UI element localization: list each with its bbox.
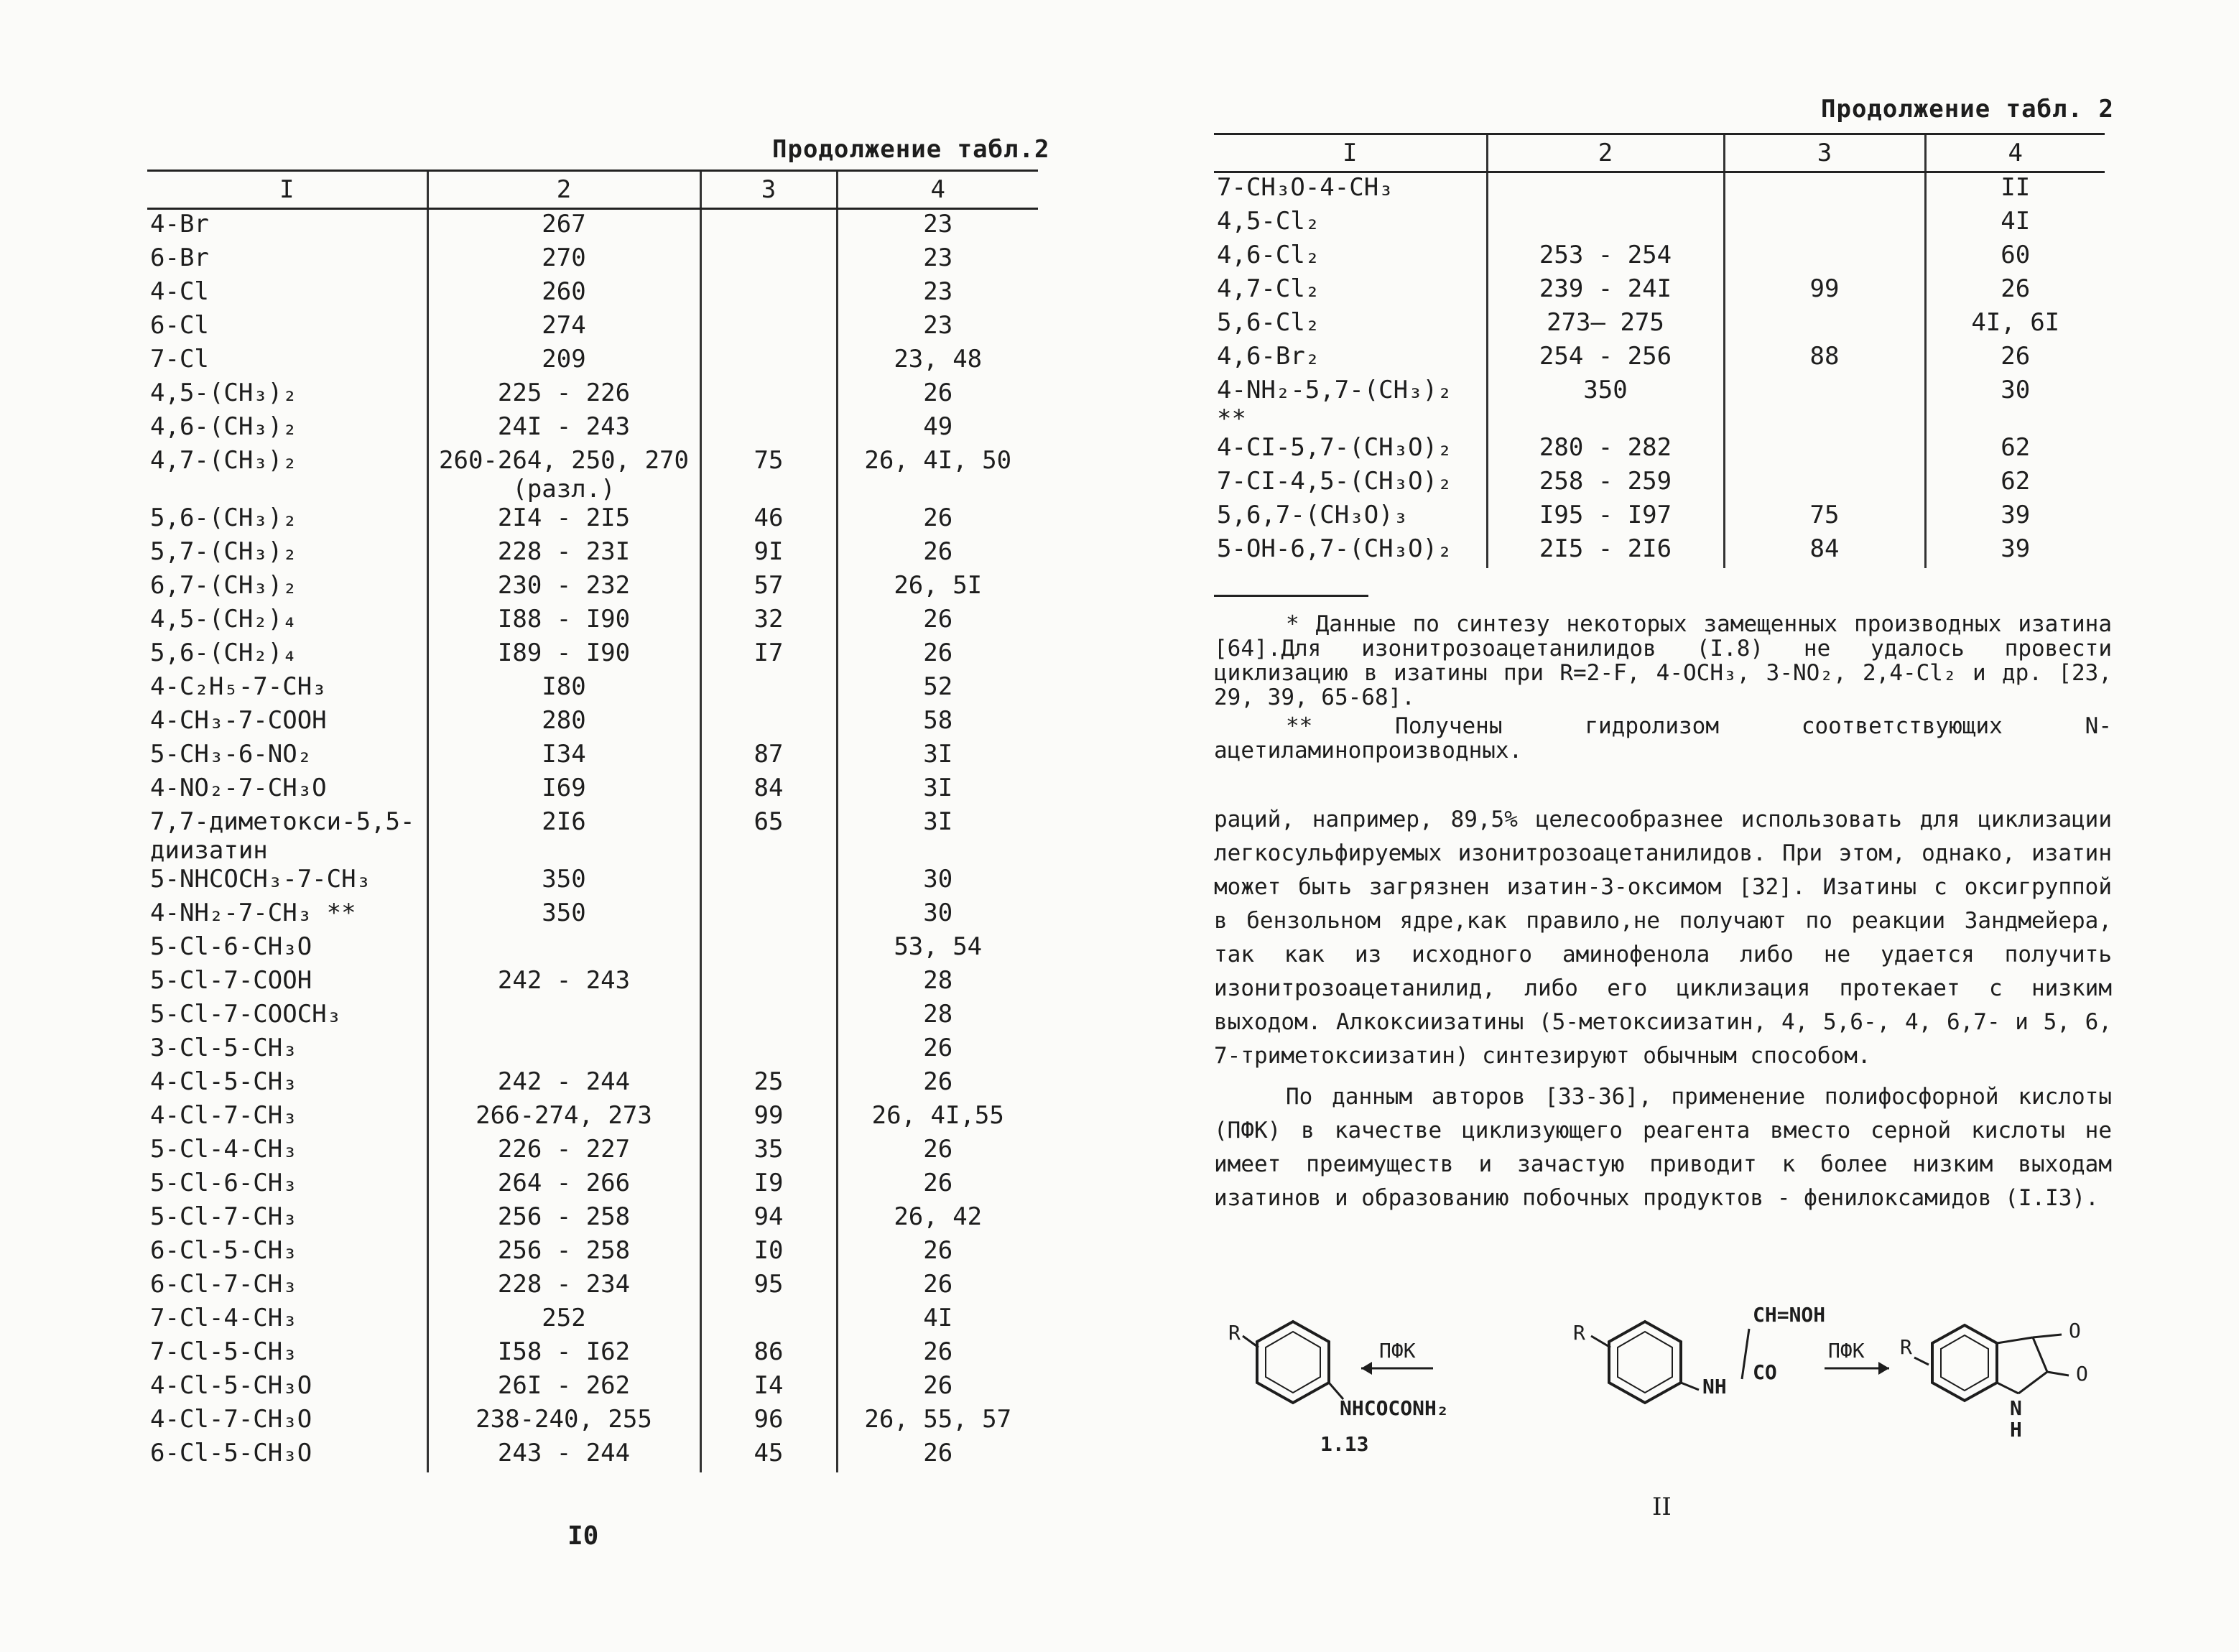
table-cell: 26 [837, 379, 1038, 412]
compound-number: 1.13 [1320, 1432, 1369, 1456]
column-header: 4 [1925, 134, 2105, 172]
table-cell [700, 243, 837, 277]
table-cell: 26 [837, 1371, 1038, 1405]
table-row [147, 571, 1038, 605]
table-cell: 39 [1925, 501, 2105, 534]
table-cell: 87 [700, 740, 837, 774]
table-cell: 7-Cl-5-CH₃ [150, 1337, 297, 1366]
table-cell: 253 - 254 [1487, 241, 1724, 274]
table-row [1214, 172, 2105, 208]
table-cell: 6-Cl-5-CH₃ [150, 1236, 297, 1265]
group-label: NH [1702, 1375, 1727, 1398]
table-cell: 256 - 258 [427, 1236, 700, 1270]
table-cell: 4-Cl-7-CH₃O [150, 1405, 312, 1434]
table-cell: 62 [1925, 433, 2105, 467]
table-cell: 23 [837, 311, 1038, 345]
table-row [147, 966, 1038, 1000]
table-cell: 26 [837, 1236, 1038, 1270]
table-cell [1724, 467, 1925, 501]
table-cell [1724, 207, 1925, 241]
table-cell: 5,6,7-(CH₃O)₃ [1217, 501, 1409, 529]
atom-label: O [2076, 1362, 2088, 1386]
table-cell: 258 - 259 [1487, 467, 1724, 501]
arrow-right-icon [1825, 1362, 1889, 1375]
table-row [147, 1202, 1038, 1236]
table-row [147, 379, 1038, 412]
table-cell: 26 [837, 1067, 1038, 1101]
table-cell [1487, 207, 1724, 241]
table-row [147, 345, 1038, 379]
table-cell: I89 - I90 [427, 639, 700, 672]
table-row [147, 672, 1038, 706]
table-cell: 5-CH₃-6-NO₂ [150, 740, 312, 769]
footnote-1: * Данные по синтезу некоторых замещенных производных изатина [64].Для изонитрозоацетанилидов (I.8) не удалось провести циклизацию в изатины при R=2-F, 4-OCH₃, 3-NO₂, 2,4-Cl₂ и др. [23, 29, 39, 65-68]. [1214, 611, 2112, 710]
table-cell: 24I - 243 [427, 412, 700, 446]
table-cell: 280 - 282 [1487, 433, 1724, 467]
table-cell: 26, 55, 57 [837, 1405, 1038, 1439]
table-cell: 95 [700, 1270, 837, 1304]
atom-label: N [2010, 1396, 2022, 1420]
table-cell: 350 [427, 865, 700, 899]
table-row [147, 1034, 1038, 1067]
table-cell: 26, 5I [837, 571, 1038, 605]
table-row [147, 1270, 1038, 1304]
table-cell: 4-Cl [150, 277, 209, 306]
table-cell [1724, 241, 1925, 274]
paragraph: По данным авторов [33-36], применение полифосфорной кислоты (ПФК) в качестве циклизующего реагента вместо серной кислоты не имеет преимуществ и зачастую приводит к более низким выходам изатинов и образованию побочных продуктов - фенилоксамидов (I.I3). [1214, 1084, 2112, 1211]
table-cell: 4,5-Cl₂ [1217, 207, 1320, 236]
table-row [1214, 376, 2105, 433]
table-cell: 49 [837, 412, 1038, 446]
table-cell: 9I [700, 537, 837, 571]
table-row [1214, 308, 2105, 342]
table-row [147, 1439, 1038, 1472]
table-cell: 4-Br [150, 210, 209, 238]
table-cell: 99 [1724, 274, 1925, 308]
table-row [147, 605, 1038, 639]
table-cell: 28 [837, 1000, 1038, 1034]
table-row [147, 243, 1038, 277]
table-cell [1487, 172, 1724, 208]
table-cell [700, 379, 837, 412]
table-cell: 26 [837, 1270, 1038, 1304]
table-cell [427, 1000, 700, 1034]
table-row [147, 412, 1038, 446]
table-row [147, 1371, 1038, 1405]
table-cell: 7,7-диметокси-5,5-диизатин [150, 807, 415, 865]
table-cell: 26 [837, 1135, 1038, 1169]
table-cell: 239 - 24I [1487, 274, 1724, 308]
table-cell: 4,6-Cl₂ [1217, 241, 1320, 269]
table-row [147, 740, 1038, 774]
table-cell: 273— 275 [1487, 308, 1724, 342]
table-cell: 280 [427, 706, 700, 740]
paragraph: раций, например, 89,5% целесообразнее использовать для циклизации легкосульфируемых изонитрозоацетанилидов. При этом, однако, изатин может быть загрязнен изатин-3-оксимом [32]. Изатины с оксигруппой в бензольном ядре,как правило,не получают по реакции Зандмейера, так как из исходного аминофенола либо не удается получить изонитрозоацетанилид, либо его циклизация протекает с низким выходом. Алкоксиизатины (5-метоксиизатин, 4, 5,6-, 4, 6,7- и 5, 6, 7-триметоксиизатин) синтезируют обычным способом. [1214, 807, 2112, 1069]
table-cell: 350 [1487, 376, 1724, 433]
table-cell: 7-Cl-4-CH₃ [150, 1304, 297, 1332]
table-row [147, 1337, 1038, 1371]
table-cell: 4,6-Br₂ [1217, 342, 1320, 371]
table-cell: 75 [1724, 501, 1925, 534]
table-cell: 53, 54 [837, 932, 1038, 966]
table-cell: 4-CI-5,7-(CH₃O)₂ [1217, 433, 1452, 462]
table-row [147, 277, 1038, 311]
table-row [147, 311, 1038, 345]
page-number: I0 [567, 1521, 599, 1551]
table-cell [700, 865, 837, 899]
table-cell [700, 277, 837, 311]
column-header: 2 [427, 171, 700, 209]
table-row [1214, 501, 2105, 534]
table-row [1214, 433, 2105, 467]
table-cell: 88 [1724, 342, 1925, 376]
table-cell: 4-Cl-5-CH₃O [150, 1371, 312, 1400]
table-cell: 226 - 227 [427, 1135, 700, 1169]
table-continuation-caption: Продолжение табл.2 [772, 135, 1050, 164]
table-cell [1724, 172, 1925, 208]
table-cell [700, 311, 837, 345]
table-row [147, 1135, 1038, 1169]
table-cell: 5-NHCOCH₃-7-CH₃ [150, 865, 371, 894]
table-cell: 3-Cl-5-CH₃ [150, 1034, 297, 1062]
table-cell: 26 [1925, 274, 2105, 308]
table-cell: 5-Cl-7-COOH [150, 966, 312, 995]
table-cell: 5,6-(CH₃)₂ [150, 504, 297, 532]
table-row [147, 706, 1038, 740]
reaction-scheme [1200, 1286, 2133, 1465]
table-row [1214, 207, 2105, 241]
table-cell: 28 [837, 966, 1038, 1000]
table-cell: 6-Cl-7-CH₃ [150, 1270, 297, 1299]
table-cell: 260-264, 250, 270 (разл.) [427, 446, 700, 504]
table-cell [700, 345, 837, 379]
atom-label: H [2010, 1418, 2022, 1442]
table-cell: I7 [700, 639, 837, 672]
r-label: R [1228, 1321, 1241, 1345]
table-row [1214, 274, 2105, 308]
table-cell [700, 1000, 837, 1034]
table-header-row [1214, 134, 2105, 172]
table-cell: 23 [837, 243, 1038, 277]
table-cell: 4-CH₃-7-COOH [150, 706, 327, 735]
table-cell: 32 [700, 605, 837, 639]
table-cell: 5-Cl-6-CH₃ [150, 1169, 297, 1197]
table-cell: 4I [1925, 207, 2105, 241]
table-cell: 4-NH₂-5,7-(CH₃)₂ ** [1217, 376, 1452, 433]
table-cell: 39 [1925, 534, 2105, 568]
table-cell [700, 672, 837, 706]
table-cell: II [1925, 172, 2105, 208]
table-cell: 5-Cl-7-CH₃ [150, 1202, 297, 1231]
table-cell: 6-Br [150, 243, 209, 272]
table-cell: 62 [1925, 467, 2105, 501]
table-cell: 7-CI-4,5-(CH₃O)₂ [1217, 467, 1452, 496]
table-cell: 5-Cl-6-CH₃O [150, 932, 312, 961]
column-header: 2 [1487, 134, 1724, 172]
table-cell: 94 [700, 1202, 837, 1236]
table-cell: I34 [427, 740, 700, 774]
table-cell: 2I6 [427, 807, 700, 865]
table-cell: 5,6-(CH₂)₄ [150, 639, 297, 667]
column-header: 3 [1724, 134, 1925, 172]
table-cell [1724, 433, 1925, 467]
table-cell: 26, 4I,55 [837, 1101, 1038, 1135]
table-cell: 267 [427, 209, 700, 244]
table-cell: 254 - 256 [1487, 342, 1724, 376]
table-cell: 6-Cl [150, 311, 209, 340]
table-cell: 26 [837, 1034, 1038, 1067]
table-cell: 75 [700, 446, 837, 504]
table-cell: 65 [700, 807, 837, 865]
reagent-left: ПФК [1379, 1339, 1416, 1363]
table-cell [700, 932, 837, 966]
group-label: CH=NOH [1753, 1303, 1826, 1327]
table-cell: 23, 48 [837, 345, 1038, 379]
column-header: 3 [700, 171, 837, 209]
table-cell [700, 899, 837, 932]
column-header: I [147, 171, 427, 209]
table-cell: 225 - 226 [427, 379, 700, 412]
table-cell: 30 [1925, 376, 2105, 433]
table-row [1214, 241, 2105, 274]
table-cell: 4,7-Cl₂ [1217, 274, 1320, 303]
table-cell: 84 [1724, 534, 1925, 568]
table-cell: 6-Cl-5-CH₃O [150, 1439, 312, 1467]
table-cell [700, 966, 837, 1000]
table-cell: 3I [837, 774, 1038, 807]
atom-label: O [2069, 1319, 2081, 1342]
table-cell: 30 [837, 865, 1038, 899]
table-cell: 45 [700, 1439, 837, 1472]
table-cell: 3I [837, 807, 1038, 865]
table-row [147, 209, 1038, 244]
table-cell: 264 - 266 [427, 1169, 700, 1202]
table-cell: I95 - I97 [1487, 501, 1724, 534]
table-cell [427, 1034, 700, 1067]
reagent-right: ПФК [1828, 1339, 1865, 1363]
table-cell [700, 706, 837, 740]
isatin-table-right [1214, 133, 2105, 568]
table-cell: 23 [837, 209, 1038, 244]
table-cell: 4-NO₂-7-CH₃O [150, 774, 327, 802]
table-cell: 4-NH₂-7-CH₃ ** [150, 899, 356, 927]
footnote-divider [1214, 595, 1368, 597]
table-cell: 260 [427, 277, 700, 311]
table-cell: 242 - 243 [427, 966, 700, 1000]
table-cell: 5,7-(CH₃)₂ [150, 537, 297, 566]
column-header: 4 [837, 171, 1038, 209]
table-row [147, 899, 1038, 932]
table-cell: 209 [427, 345, 700, 379]
table-row [147, 1067, 1038, 1101]
table-cell: 2I5 - 2I6 [1487, 534, 1724, 568]
table-cell: I4 [700, 1371, 837, 1405]
table-cell: 4-C₂H₅-7-CH₃ [150, 672, 327, 701]
table-cell: 25 [700, 1067, 837, 1101]
table-cell: 26 [1925, 342, 2105, 376]
isatin-table-left [147, 170, 1038, 1472]
table-cell: 26 [837, 1337, 1038, 1371]
table-header-row [147, 171, 1038, 209]
table-cell: 58 [837, 706, 1038, 740]
table-cell: I0 [700, 1236, 837, 1270]
table-cell [1724, 308, 1925, 342]
table-row [147, 446, 1038, 504]
table-cell: I69 [427, 774, 700, 807]
table-cell: 7-CH₃O-4-CH₃ [1217, 173, 1394, 202]
table-continuation-caption: Продолжение табл. 2 [1821, 95, 2114, 124]
table-row [1214, 342, 2105, 376]
body-text [1214, 803, 2112, 1222]
table-cell: 3I [837, 740, 1038, 774]
table-cell: 5-Cl-7-COOCH₃ [150, 1000, 342, 1029]
table-cell [427, 932, 700, 966]
table-cell: 252 [427, 1304, 700, 1337]
table-cell: 266-274, 273 [427, 1101, 700, 1135]
table-cell: 57 [700, 571, 837, 605]
table-cell [1724, 376, 1925, 433]
table-row [147, 774, 1038, 807]
benzene-ring-product [1243, 1322, 1343, 1403]
table-cell: I88 - I90 [427, 605, 700, 639]
table-cell: 30 [837, 899, 1038, 932]
table-cell [700, 1034, 837, 1067]
table-cell: 26 [837, 537, 1038, 571]
table-row [1214, 467, 2105, 501]
table-cell: 274 [427, 311, 700, 345]
column-header: I [1214, 134, 1487, 172]
table-cell: 35 [700, 1135, 837, 1169]
table-row [147, 865, 1038, 899]
table-cell: 4,6-(CH₃)₂ [150, 412, 297, 441]
table-cell: 256 - 258 [427, 1202, 700, 1236]
table-row [147, 639, 1038, 672]
table-cell: 5,6-Cl₂ [1217, 308, 1320, 337]
table-cell: I58 - I62 [427, 1337, 700, 1371]
table-cell: 4-Cl-5-CH₃ [150, 1067, 297, 1096]
table-cell: 350 [427, 899, 700, 932]
table-cell: 228 - 234 [427, 1270, 700, 1304]
table-cell: 242 - 244 [427, 1067, 700, 1101]
table-cell: 4-Cl-7-CH₃ [150, 1101, 297, 1130]
table-row [147, 1169, 1038, 1202]
table-cell [700, 412, 837, 446]
table-cell: 2I4 - 2I5 [427, 504, 700, 537]
table-row [147, 807, 1038, 865]
table-row [147, 932, 1038, 966]
table-cell: 96 [700, 1405, 837, 1439]
table-cell: 60 [1925, 241, 2105, 274]
table-cell [700, 1304, 837, 1337]
table-cell: 26 [837, 1169, 1038, 1202]
table-cell: 6,7-(CH₃)₂ [150, 571, 297, 600]
table-cell: 26 [837, 1439, 1038, 1472]
r-label: R [1900, 1335, 1912, 1359]
r-label: R [1573, 1321, 1585, 1345]
table-cell: 5-OH-6,7-(CH₃O)₂ [1217, 534, 1452, 563]
right-page [1121, 0, 2239, 1652]
table-cell: 5-Cl-4-CH₃ [150, 1135, 297, 1164]
table-cell: 26 [837, 504, 1038, 537]
table-cell: 4I [837, 1304, 1038, 1337]
table-cell: 228 - 23I [427, 537, 700, 571]
table-cell: 26 [837, 639, 1038, 672]
table-cell: 26, 4I, 50 [837, 446, 1038, 504]
group-label: CO [1753, 1360, 1777, 1384]
table-cell: 7-Cl [150, 345, 209, 373]
table-row [147, 1000, 1038, 1034]
page-number: II [1652, 1493, 1672, 1521]
table-cell: 4,7-(CH₃)₂ [150, 446, 297, 475]
table-cell: 99 [700, 1101, 837, 1135]
table-cell: I80 [427, 672, 700, 706]
table-cell: 26, 42 [837, 1202, 1038, 1236]
table-row [1214, 534, 2105, 568]
table-row [147, 1304, 1038, 1337]
table-cell: 26I - 262 [427, 1371, 700, 1405]
table-cell: 84 [700, 774, 837, 807]
table-row [147, 1101, 1038, 1135]
table-cell: 230 - 232 [427, 571, 700, 605]
table-row [147, 1405, 1038, 1439]
table-row [147, 1236, 1038, 1270]
arrow-left-icon [1361, 1362, 1433, 1375]
footnotes [1214, 612, 2112, 767]
table-cell: 52 [837, 672, 1038, 706]
table-cell: I9 [700, 1169, 837, 1202]
table-cell: 26 [837, 605, 1038, 639]
table-row [147, 504, 1038, 537]
footnote-2: ** Получены гидролизом соответствующих N-ацетиламинопроизводных. [1214, 713, 2112, 764]
table-cell: 4I, 6I [1925, 308, 2105, 342]
table-row [147, 537, 1038, 571]
isatin-structure [1914, 1325, 2069, 1401]
table-cell: 4,5-(CH₂)₄ [150, 605, 297, 634]
table-cell: 23 [837, 277, 1038, 311]
table-cell: 243 - 244 [427, 1439, 700, 1472]
table-cell [700, 209, 837, 244]
product-group-label: NHCOCONH₂ [1340, 1396, 1449, 1420]
table-cell: 46 [700, 504, 837, 537]
table-cell: 86 [700, 1337, 837, 1371]
table-cell: 270 [427, 243, 700, 277]
table-cell: 4,5-(CH₃)₂ [150, 379, 297, 407]
table-cell: 238-240, 255 [427, 1405, 700, 1439]
